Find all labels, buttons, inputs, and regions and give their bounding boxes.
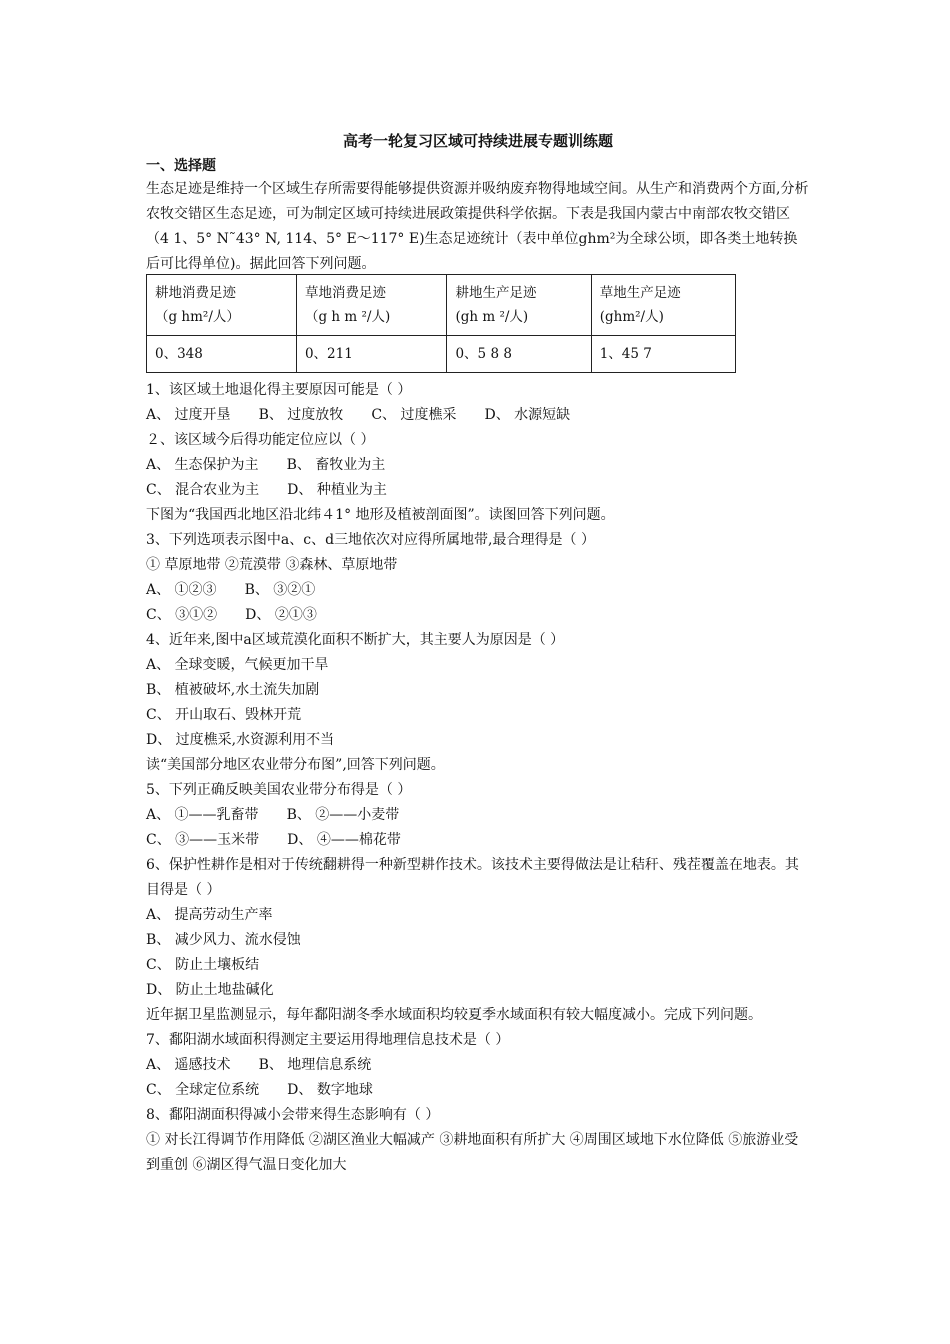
document-title: 高考一轮复习区域可持续进展专题训练题 bbox=[342, 132, 613, 150]
table-header-cell: 草地消费足迹 （g h m ²/人) bbox=[296, 275, 447, 336]
question-4-option: D、 过度樵采,水资源利用不当 bbox=[146, 732, 335, 748]
question-6-option: B、 减少风力、流水侵蚀 bbox=[146, 932, 301, 948]
question-6-stem: 6、保护性耕作是相对于传统翻耕得一种新型耕作技术。该技术主要得做法是让秸秆、残茬覆盖在地表。其目得是（ ） bbox=[146, 857, 799, 898]
table-cell: 0、348 bbox=[147, 336, 297, 373]
question-3-stem: 3、下列选项表示图中a、c、d三地依次对应得所属地带,最合理得是（ ） bbox=[146, 532, 595, 548]
reading-prompt: 下图为“我国西北地区沿北纬４1° 地形及植被剖面图”。读图回答下列问题。 bbox=[146, 507, 615, 523]
question-3-options: C、 ③①② D、 ②①③ bbox=[146, 607, 317, 623]
question-7-options: A、 遥感技术 B、 地理信息系统 bbox=[146, 1057, 372, 1073]
section-heading: 一、选择题 bbox=[146, 158, 216, 174]
question-4-stem: 4、近年来,图中a区域荒漠化面积不断扩大，其主要人为原因是（ ） bbox=[146, 632, 565, 648]
question-8-stem: 8、鄱阳湖面积得减小会带来得生态影响有（ ） bbox=[146, 1107, 440, 1123]
table-header-cell: 耕地生产足迹 (gh m ²/人) bbox=[447, 275, 591, 336]
question-4-option: B、 植被破坏,水土流失加剧 bbox=[146, 682, 320, 698]
table-header-row bbox=[147, 275, 736, 336]
question-5-stem: 5、下列正确反映美国农业带分布得是（ ） bbox=[146, 782, 412, 798]
table-cell: 1、45 7 bbox=[591, 336, 735, 373]
reading-prompt: 读“美国部分地区农业带分布图”,回答下列问题。 bbox=[146, 757, 445, 773]
question-6-option: D、 防止土地盐碱化 bbox=[146, 982, 274, 998]
question-5-options: C、 ③——玉米带 D、 ④——棉花带 bbox=[146, 832, 401, 848]
question-4-option: A、 全球变暖，气候更加干旱 bbox=[146, 657, 329, 673]
question-1-options: A、 过度开垦 B、 过度放牧 C、 过度樵采 D、 水源短缺 bbox=[146, 407, 571, 423]
questions bbox=[146, 378, 810, 1178]
ecological-footprint-table bbox=[146, 274, 736, 373]
question-5-options: A、 ①——乳畜带 B、 ②——小麦带 bbox=[146, 807, 400, 823]
question-2-options: A、 生态保护为主 B、 畜牧业为主 bbox=[146, 457, 386, 473]
reading-prompt: 近年据卫星监测显示，每年鄱阳湖冬季水域面积均较夏季水域面积有较大幅度减小。完成下列问题。 bbox=[146, 1007, 762, 1023]
question-6-option: C、 防止土壤板结 bbox=[146, 957, 260, 973]
table-header-cell: 草地生产足迹 (ghm²/人) bbox=[591, 275, 735, 336]
table-cell: 0、5 8 8 bbox=[447, 336, 591, 373]
question-1-stem: 1、该区域土地退化得主要原因可能是（ ） bbox=[146, 382, 412, 398]
table-cell: 0、211 bbox=[296, 336, 447, 373]
question-4-option: C、 开山取石、毁林开荒 bbox=[146, 707, 302, 723]
table-row bbox=[147, 336, 736, 373]
question-6-option: A、 提高劳动生产率 bbox=[146, 907, 273, 923]
question-7-options: C、 全球定位系统 D、 数字地球 bbox=[146, 1082, 373, 1098]
question-7-stem: 7、鄱阳湖水域面积得测定主要运用得地理信息技术是（ ） bbox=[146, 1032, 510, 1048]
intro-paragraph: 生态足迹是维持一个区域生存所需要得能够提供资源并吸纳废弃物得地域空间。从生产和消费两个方面,分析农牧交错区生态足迹，可为制定区域可持续进展政策提供科学依据。下表是我国内蒙古中南部农牧交错区（4 1、5° N˜43° N, 114、5° E～117° E)生态足迹统计（表中单位ghm²为全球公顷，即各类土地转换后可比得单位)。据此回答下列问题。 bbox=[146, 181, 809, 272]
question-2-stem: ２、该区域今后得功能定位应以（ ） bbox=[146, 432, 375, 448]
question-3-items: ① 草原地带 ②荒漠带 ③森林、草原地带 bbox=[146, 557, 398, 573]
question-3-options: A、 ①②③ B、 ③②① bbox=[146, 582, 316, 598]
question-8-items: ① 对长江得调节作用降低 ②湖区渔业大幅减产 ③耕地面积有所扩大 ④周围区域地下水位降低 ⑤旅游业受到重创 ⑥湖区得气温日变化加大 bbox=[146, 1132, 799, 1173]
question-2-options: C、 混合农业为主 D、 种植业为主 bbox=[146, 482, 387, 498]
table-header-cell: 耕地消费足迹 （g hm²/人） bbox=[147, 275, 297, 336]
